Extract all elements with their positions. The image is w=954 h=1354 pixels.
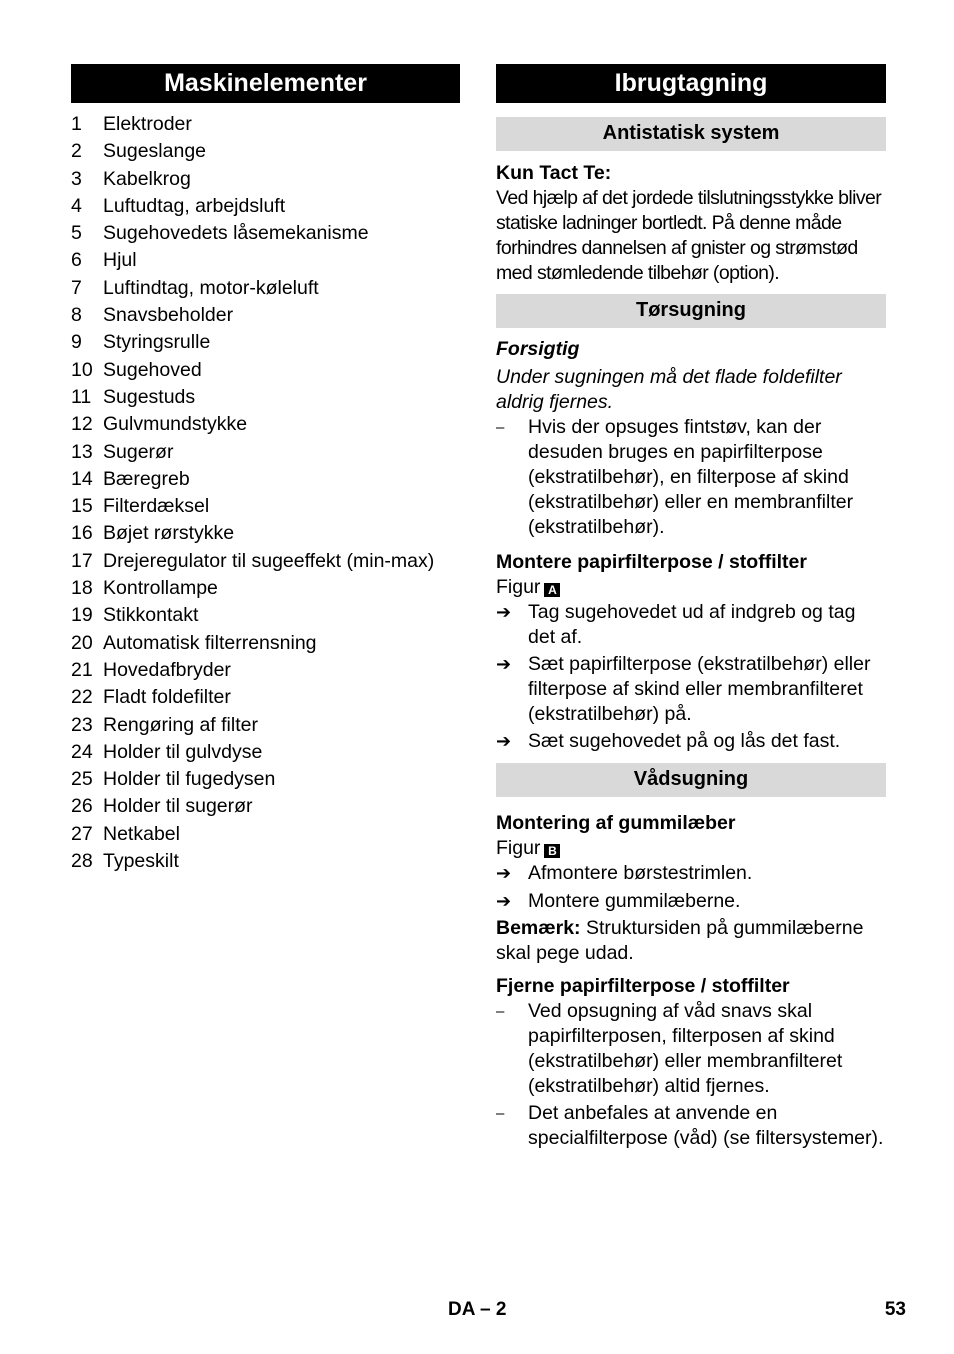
arrow-right-icon: ➔ <box>496 891 512 911</box>
note-paragraph <box>496 916 886 966</box>
footer-section-label: DA – 2 <box>448 1299 507 1320</box>
arrow-list-item <box>496 652 886 727</box>
item-number: 1 <box>71 113 82 135</box>
list-item <box>71 684 460 711</box>
arrow-list-item <box>496 889 886 914</box>
item-number: 18 <box>71 577 93 600</box>
list-item <box>71 247 460 274</box>
arrow-right-icon: ➔ <box>496 602 512 622</box>
step-text: Tag sugehovedet ud af indgreb og tag det af. <box>528 601 856 648</box>
item-number: 16 <box>71 522 93 545</box>
item-number: 11 <box>71 385 92 408</box>
item-number: 3 <box>71 167 82 190</box>
section-heading-commissioning: Ibrugtagning <box>496 64 886 103</box>
item-number: 7 <box>71 276 82 299</box>
right-column <box>496 64 886 1151</box>
subheading-dry-suction: Tørsugning <box>496 294 886 328</box>
item-number: 13 <box>71 440 93 463</box>
item-text: Sugerør <box>103 440 174 463</box>
list-item <box>71 384 460 411</box>
list-item <box>71 848 460 875</box>
dash-list-item <box>496 415 886 540</box>
item-text: Drejeregulator til sugeeffekt (min-max) <box>103 549 435 572</box>
figure-b-icon: B <box>544 844 560 858</box>
list-item <box>71 548 460 575</box>
parts-list <box>71 111 460 875</box>
item-text: Typeskilt <box>103 850 179 873</box>
list-item <box>71 520 460 547</box>
step-text: Sæt sugehovedet på og lås det fast. <box>528 730 841 752</box>
item-number: 24 <box>71 740 93 763</box>
list-item <box>71 357 460 384</box>
item-number: 17 <box>71 549 93 572</box>
list-item <box>71 630 460 657</box>
item-number: 25 <box>71 768 93 791</box>
item-number: 2 <box>71 140 82 163</box>
list-item <box>71 302 460 329</box>
item-number: 20 <box>71 631 93 654</box>
list-item <box>71 138 460 165</box>
dash-icon: – <box>496 419 505 436</box>
list-item <box>71 602 460 629</box>
item-text: Rengøring af filter <box>103 713 258 736</box>
item-number: 8 <box>71 304 82 327</box>
item-text: Luftudtag, arbejdsluft <box>103 194 286 217</box>
item-number: 10 <box>71 358 93 381</box>
list-item <box>71 766 460 793</box>
section-heading-machine-elements: Maskinelementer <box>71 64 460 103</box>
list-item <box>71 439 460 466</box>
arrow-right-icon: ➔ <box>496 654 512 674</box>
list-item <box>71 193 460 220</box>
note-text: Struktursiden på gummilæberne skal pege udad. <box>496 917 864 964</box>
item-number: 19 <box>71 604 93 627</box>
item-number: 15 <box>71 495 93 518</box>
item-number: 22 <box>71 686 93 709</box>
arrow-right-icon: ➔ <box>496 863 512 883</box>
item-text: Kontrollampe <box>103 577 218 600</box>
step-text: Sæt papirfilterpose (ekstratilbehør) eller filterpose af skind eller membranfilteret (ekstratilbehør) på. <box>528 653 871 725</box>
item-text: Holder til sugerør <box>103 795 253 818</box>
list-item <box>71 166 460 193</box>
item-text: Filterdæksel <box>103 495 210 518</box>
note-label: Bemærk: <box>496 917 581 939</box>
item-number: 9 <box>71 331 82 354</box>
item-number: 4 <box>71 194 82 217</box>
item-text: Stikkontakt <box>103 604 199 627</box>
list-item <box>71 111 460 138</box>
dash-item-text: Hvis der opsuges fintstøv, kan der desuden bruges en papirfilterpose (ekstratilbehør), en filterpose af skind (ekstratilbehør) eller en membranfilter (ekstratilbehør). <box>528 416 854 538</box>
figure-label: Figur <box>496 576 541 598</box>
item-number: 12 <box>71 413 93 436</box>
dash-item-text: Det anbefales at anvende en specialfilterpose (våd) (se filtersystemer). <box>528 1102 884 1149</box>
item-text: Sugehovedets låsemekanisme <box>103 222 369 245</box>
item-text: Bøjet rørstykke <box>103 522 235 545</box>
item-number: 27 <box>71 822 93 845</box>
dash-list-item <box>496 1101 886 1151</box>
item-text: Hjul <box>103 249 137 272</box>
item-text: Holder til gulvdyse <box>103 740 263 763</box>
figure-label: Figur <box>496 837 541 859</box>
item-text: Sugehoved <box>103 358 202 381</box>
antistatic-label: Kun Tact Te: <box>496 162 612 184</box>
item-number: 6 <box>71 249 82 272</box>
list-item <box>71 329 460 356</box>
list-item <box>71 220 460 247</box>
dash-item-text: Ved opsugning af våd snavs skal papirfilterposen, filterposen af skind (ekstratilbehør) eller membranfilteret (ekstratilbehør) altid fjernes. <box>528 1000 843 1097</box>
caution-text: Under sugningen må det flade foldefilter aldrig fjernes. <box>496 366 842 413</box>
figure-reference <box>496 575 886 600</box>
antistatic-text: Ved hjælp af det jordede tilslutningsstykke bliver statiske ladninger bortledt. På denne måde forhindres dannelsen af gnister og strømstød med stømledende tilbehør (option). <box>496 187 882 284</box>
item-number: 28 <box>71 850 93 873</box>
item-text: Fladt foldefilter <box>103 686 231 709</box>
item-text: Sugeslange <box>103 140 207 163</box>
list-item <box>71 712 460 739</box>
arrow-list-item <box>496 600 886 650</box>
item-text: Sugestuds <box>103 385 196 408</box>
caution-label: Forsigtig <box>496 338 580 360</box>
item-text: Hovedafbryder <box>103 658 231 681</box>
step-text: Montere gummilæberne. <box>528 890 741 912</box>
arrow-list-item <box>496 861 886 886</box>
step-text: Afmontere børstestrimlen. <box>528 862 753 884</box>
figure-reference <box>496 836 886 861</box>
page-number: 53 <box>884 1299 906 1320</box>
dash-icon: – <box>496 1003 505 1020</box>
arrow-list-item <box>496 729 886 754</box>
arrow-right-icon: ➔ <box>496 731 512 751</box>
item-text: Styringsrulle <box>103 331 211 354</box>
list-item <box>71 657 460 684</box>
item-text: Luftindtag, motor-køleluft <box>103 276 319 299</box>
list-item <box>71 466 460 493</box>
remove-filter-heading: Fjerne papirfilterpose / stoffilter <box>496 975 790 997</box>
left-column <box>71 64 460 875</box>
list-item <box>71 493 460 520</box>
rubber-lips-heading: Montering af gummilæber <box>496 812 736 834</box>
list-item <box>71 793 460 820</box>
subheading-antistatic: Antistatisk system <box>496 117 886 151</box>
item-number: 21 <box>71 658 93 681</box>
item-number: 5 <box>71 222 82 245</box>
list-item <box>71 575 460 602</box>
list-item <box>71 821 460 848</box>
item-text: Bæregreb <box>103 467 190 490</box>
figure-a-icon: A <box>544 583 560 597</box>
item-number: 14 <box>71 467 93 490</box>
subheading-wet-suction: Vådsugning <box>496 763 886 797</box>
item-text: Netkabel <box>103 822 180 845</box>
list-item <box>71 411 460 438</box>
item-number: 23 <box>71 713 93 736</box>
dash-icon: – <box>496 1105 505 1122</box>
list-item <box>71 739 460 766</box>
item-text: Automatisk filterrensning <box>103 631 317 654</box>
dash-list-item <box>496 999 886 1099</box>
item-text: Snavsbeholder <box>103 304 234 327</box>
item-text: Holder til fugedysen <box>103 768 276 791</box>
item-text: Elektroder <box>103 113 192 135</box>
item-text: Kabelkrog <box>103 167 191 190</box>
item-text: Gulvmundstykke <box>103 413 248 436</box>
list-item <box>71 275 460 302</box>
item-number: 26 <box>71 795 93 818</box>
mount-filter-heading: Montere papirfilterpose / stoffilter <box>496 551 807 573</box>
